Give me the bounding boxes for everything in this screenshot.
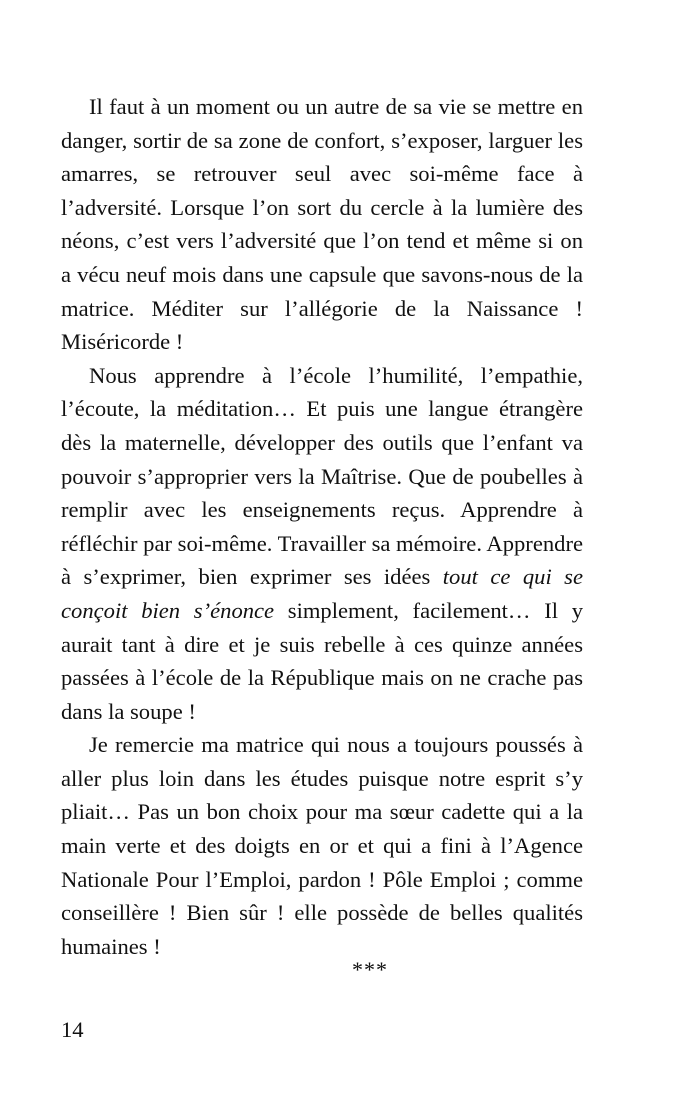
section-separator	[0, 955, 700, 985]
page-body	[61, 90, 583, 963]
paragraph-2-text-start: Nous apprendre à l’école l’humilité, l’empathie, l’écoute, la méditation… Et puis une langue étrangère dès la maternelle, développer des outils que l’enfant va pouvoir s’approprier vers la Maîtrise. Que de poubelles à remplir avec les enseignements reçus. Apprendre à réfléchir par soi-même. Travailler sa mémoire. Apprendre à s’exprimer, bien exprimer ses idées	[61, 362, 583, 590]
paragraph-2-italic-quote: tout ce qui se conçoit bien s’énonce	[61, 564, 584, 623]
paragraph-2	[61, 359, 583, 729]
separator-asterisks: ***	[352, 957, 388, 982]
paragraph-3	[61, 728, 583, 963]
paragraph-2-text-end: simplement, facilement… Il y aurait tant à dire et je suis rebelle à ces quinze années passées à l’école de la République mais on ne crache pas dans la soupe !	[61, 597, 583, 724]
paragraph-1-text: Il faut à un moment ou un autre de sa vie se mettre en danger, sortir de sa zone de confort, s’exposer, larguer les amarres, se retrouver seul avec soi-même face à l’adversité. Lorsque l’on sort du cercle à la lumière des néons, c’est vers l’adversité que l’on tend et même si on a vécu neuf mois dans une capsule que savons-nous de la matrice. Méditer sur l’allégorie de la Naissance ! Miséricorde !	[61, 94, 583, 355]
paragraph-1	[61, 90, 583, 359]
page-number: 14	[61, 1017, 84, 1042]
paragraph-3-text: Je remercie ma matrice qui nous a toujours poussés à aller plus loin dans les études puisque notre esprit s’y pliait… Pas un bon choix pour ma sœur cadette qui a la main verte et des doigts en or et qui a fini à l’Agence Nationale Pour l’Emploi, pardon ! Pôle Emploi ; comme conseillère ! Bien sûr ! elle possède de belles qualités humaines !	[61, 732, 583, 959]
